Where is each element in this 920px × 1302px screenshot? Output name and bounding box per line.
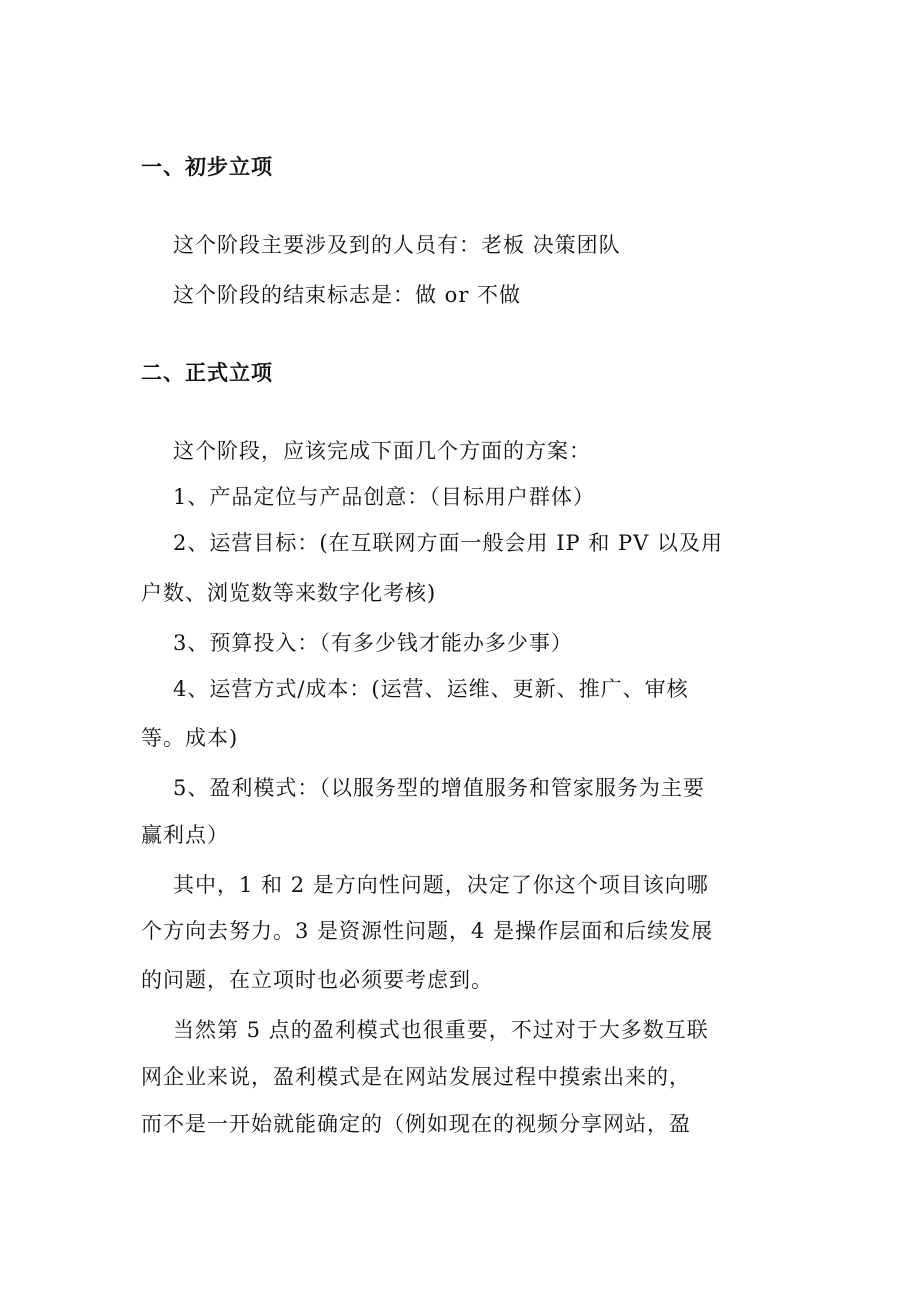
list-item-1: 1、产品定位与产品创意：（目标用户群体） [173, 485, 595, 509]
section-heading-2: 二、正式立项 [141, 361, 273, 385]
list-item-2-cont: 户数、浏览数等来数字化考核) [141, 581, 437, 605]
list-item-5-cont: 赢利点） [141, 823, 229, 847]
section-heading-1: 一、初步立项 [141, 155, 273, 179]
paragraph-line: 而不是一开始就能确定的（例如现在的视频分享网站，盈 [141, 1112, 691, 1136]
paragraph-line: 其中，1 和 2 是方向性问题，决定了你这个项目该向哪 [173, 873, 709, 897]
text-line: 这个阶段，应该完成下面几个方面的方案： [173, 439, 591, 463]
paragraph-line: 个方向去努力。3 是资源性问题，4 是操作层面和后续发展 [141, 919, 714, 943]
paragraph-line: 的问题，在立项时也必须要考虑到。 [141, 968, 493, 992]
paragraph-line: 当然第 5 点的盈利模式也很重要，不过对于大多数互联 [173, 1018, 709, 1042]
list-item-3: 3、预算投入：（有多少钱才能办多少事） [173, 631, 573, 655]
text-line: 这个阶段的结束标志是：做 or 不做 [173, 283, 522, 307]
list-item-4: 4、运营方式/成本：(运营、运维、更新、推广、审核 [173, 677, 689, 701]
list-item-4-cont: 等。成本) [141, 726, 239, 750]
text-line: 这个阶段主要涉及到的人员有：老板 决策团队 [173, 233, 621, 257]
list-item-5: 5、盈利模式：（以服务型的增值服务和管家服务为主要 [173, 776, 705, 800]
list-item-2: 2、运营目标：(在互联网方面一般会用 IP 和 PV 以及用 [173, 531, 723, 555]
paragraph-line: 网企业来说，盈利模式是在网站发展过程中摸索出来的， [141, 1065, 691, 1089]
